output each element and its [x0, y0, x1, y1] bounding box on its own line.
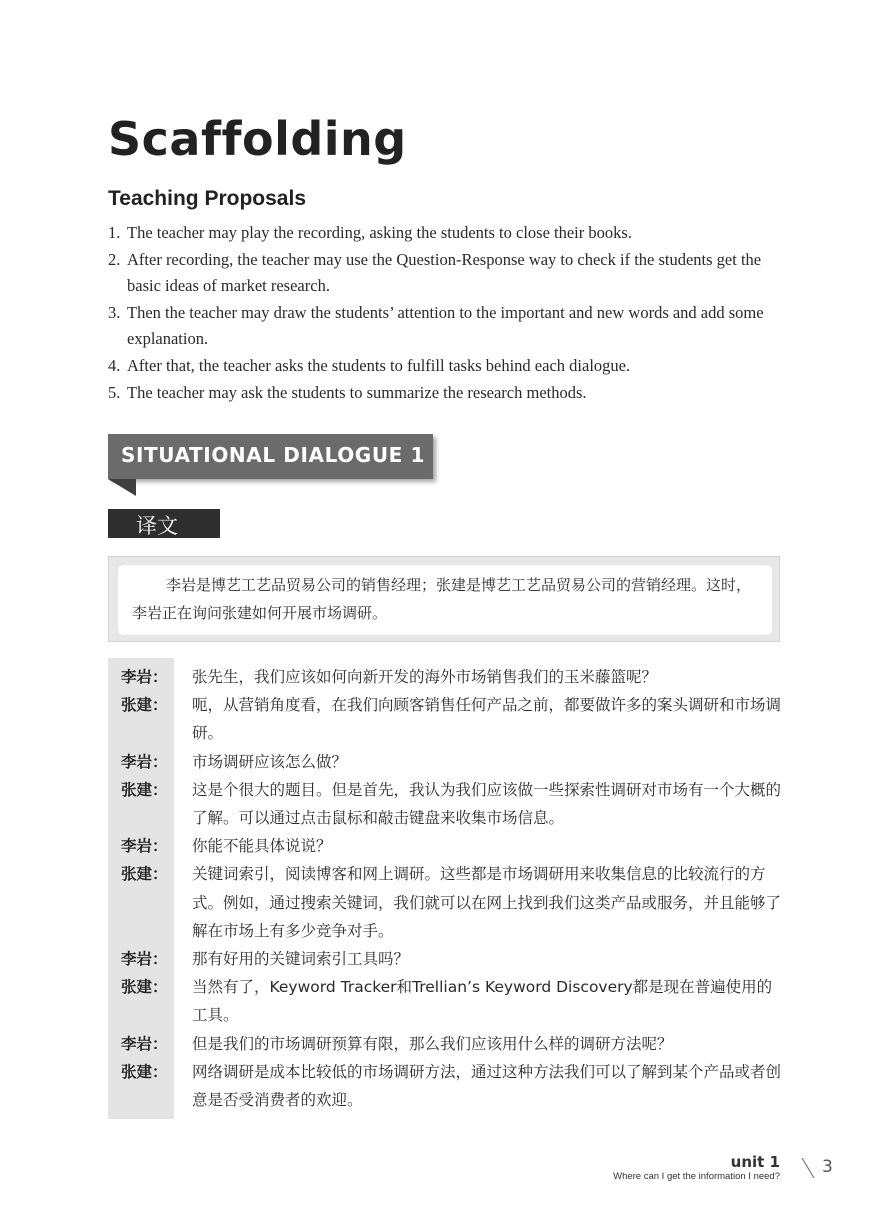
list-item-text: Then the teacher may draw the students’ attention to the important and new words and add some explanation. — [127, 302, 764, 349]
list-item — [108, 220, 778, 247]
speaker-label: 张建： — [121, 865, 168, 884]
teaching-proposals-list — [108, 220, 778, 406]
utterance: 张先生，我们应该如何向新开发的海外市场销售我们的玉米藤篮呢？ — [192, 668, 658, 686]
speaker-label: 张建： — [121, 978, 168, 997]
list-number: 5. — [108, 382, 121, 402]
speaker-label: 李岩： — [121, 752, 168, 771]
dialogue-turn — [108, 860, 780, 945]
intro-text: 李岩是博艺工艺品贸易公司的销售经理；张建是博艺工艺品贸易公司的营销经理。这时，李岩正在询问张建如何开展市场调研。 — [118, 565, 772, 635]
list-item-text: The teacher may play the recording, asking the students to close their books. — [127, 223, 632, 242]
list-item — [108, 380, 778, 407]
banner-fold — [108, 479, 136, 496]
speaker-label: 李岩： — [121, 837, 168, 856]
footer-divider-icon — [800, 1156, 816, 1180]
utterance: 但是我们的市场调研预算有限，那么我们应该用什么样的调研方法呢？ — [192, 1034, 673, 1053]
translation-label: 译文 — [136, 514, 178, 538]
speaker-label: 李岩： — [121, 950, 168, 969]
footer-subtitle: Where can I get the information I need? — [613, 1171, 780, 1182]
list-number: 2. — [108, 249, 121, 269]
translation-tab — [108, 509, 220, 538]
intro-box — [108, 556, 780, 642]
dialogue-turn — [108, 691, 780, 747]
list-item — [108, 247, 778, 300]
list-number: 4. — [108, 355, 121, 375]
utterance: 市场调研应该怎么做？ — [192, 752, 348, 771]
utterance: 呃，从营销角度看，在我们向顾客销售任何产品之前，都要做许多的案头调研和市场调研。 — [192, 696, 782, 743]
speaker-label: 李岩： — [121, 1034, 168, 1053]
speaker-label: 张建： — [121, 780, 168, 799]
dialogue-turn — [108, 832, 780, 860]
footer-unit: unit 1 — [730, 1153, 780, 1171]
utterance: 关键词索引，阅读博客和网上调研。这些都是市场调研用来收集信息的比较流行的方式。例如，通过搜索关键词，我们就可以在网上找到我们这类产品或服务，并且能够了解在市场上有多少竞争对手。 — [192, 865, 782, 940]
list-item — [108, 300, 778, 353]
utterance: 当然有了，Keyword Tracker和Trellian’s Keyword Discovery都是现在普遍使用的工具。 — [192, 978, 773, 1025]
list-number: 1. — [108, 223, 121, 242]
list-item-text: The teacher may ask the students to summarize the research methods. — [127, 382, 587, 402]
dialogue-turn — [108, 1030, 780, 1058]
dialogue-turn — [108, 1058, 780, 1114]
utterance: 网络调研是成本比较低的市场调研方法，通过这种方法我们可以了解到某个产品或者创意是否受消费者的欢迎。 — [192, 1062, 782, 1110]
utterance: 那有好用的关键词索引工具吗？ — [192, 950, 410, 969]
list-item-text: After recording, the teacher may use the Question-Response way to check if the students get the basic ideas of market research. — [127, 249, 762, 296]
dialogue-turn — [108, 663, 780, 691]
page-number: 3 — [822, 1157, 833, 1177]
dialogue-turn — [108, 776, 780, 832]
dialogue-turn — [108, 945, 780, 973]
dialogue-turn — [108, 748, 780, 776]
section-heading: Teaching Proposals — [108, 187, 306, 210]
speaker-label: 李岩： — [121, 668, 168, 686]
dialogue-turn — [108, 973, 780, 1029]
banner-title: SITUATIONAL DIALOGUE 1 — [121, 443, 426, 467]
list-number: 3. — [108, 302, 121, 322]
dialogue-turns — [108, 663, 780, 1114]
situational-dialogue-banner — [108, 434, 433, 479]
dialogue-section — [108, 658, 780, 1119]
utterance: 这是个很大的题目。但是首先，我认为我们应该做一些探索性调研对市场有一个大概的了解。可以通过点击鼠标和敲击键盘来收集市场信息。 — [192, 780, 782, 828]
utterance: 你能不能具体说说？ — [192, 837, 332, 856]
speaker-label: 张建： — [121, 696, 168, 715]
page-title: Scaffolding — [108, 112, 407, 166]
speaker-label: 张建： — [121, 1062, 168, 1081]
list-item — [108, 353, 778, 380]
list-item-text: After that, the teacher asks the students to fulfill tasks behind each dialogue. — [127, 355, 631, 375]
